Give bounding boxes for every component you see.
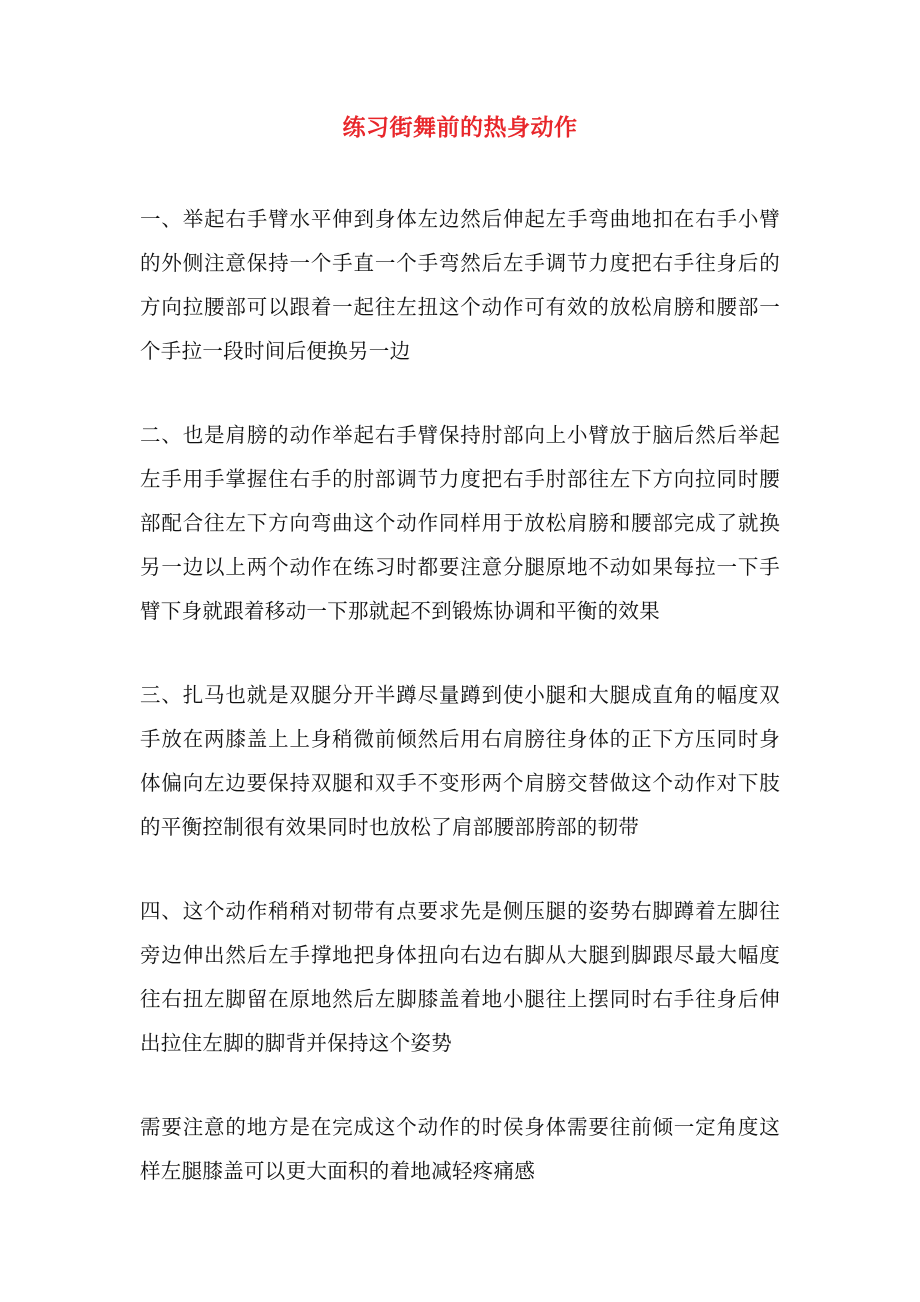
paragraph-1: 一、举起右手臂水平伸到身体左边然后伸起左手弯曲地扣在右手小臂的外侧注意保持一个手直一个手弯然后左手调节力度把右手往身后的方向拉腰部可以跟着一起往左扭这个动作可有效的放松肩膀和腰部一个手拉一段时间后便换另一边 xyxy=(140,207,780,363)
paragraph-4: 四、这个动作稍稍对韧带有点要求先是侧压腿的姿势右脚蹲着左脚往旁边伸出然后左手撑地把身体扭向右边右脚从大腿到脚跟尽最大幅度往右扭左脚留在原地然后左脚膝盖着地小腿往上摆同时右手往身后伸出拉住左脚的脚背并保持这个姿势 xyxy=(140,899,780,1055)
document-title: 练习街舞前的热身动作 xyxy=(342,114,578,141)
document-body xyxy=(140,197,780,1193)
paragraph-2: 二、也是肩膀的动作举起右手臂保持肘部向上小臂放于脑后然后举起左手用手掌握住右手的肘部调节力度把右手肘部往左下方向拉同时腰部配合往左下方向弯曲这个动作同样用于放松肩膀和腰部完成了就换另一边以上两个动作在练习时都要注意分腿原地不动如果每拉一下手臂下身就跟着移动一下那就起不到锻炼协调和平衡的效果 xyxy=(140,423,780,623)
paragraph-5: 需要注意的地方是在完成这个动作的时侯身体需要往前倾一定角度这样左腿膝盖可以更大面积的着地减轻疼痛感 xyxy=(140,1115,780,1183)
paragraph-3: 三、扎马也就是双腿分开半蹲尽量蹲到使小腿和大腿成直角的幅度双手放在两膝盖上上身稍微前倾然后用右肩膀往身体的正下方压同时身体偏向左边要保持双腿和双手不变形两个肩膀交替做这个动作对下肢的平衡控制很有效果同时也放松了肩部腰部胯部的韧带 xyxy=(140,683,780,839)
